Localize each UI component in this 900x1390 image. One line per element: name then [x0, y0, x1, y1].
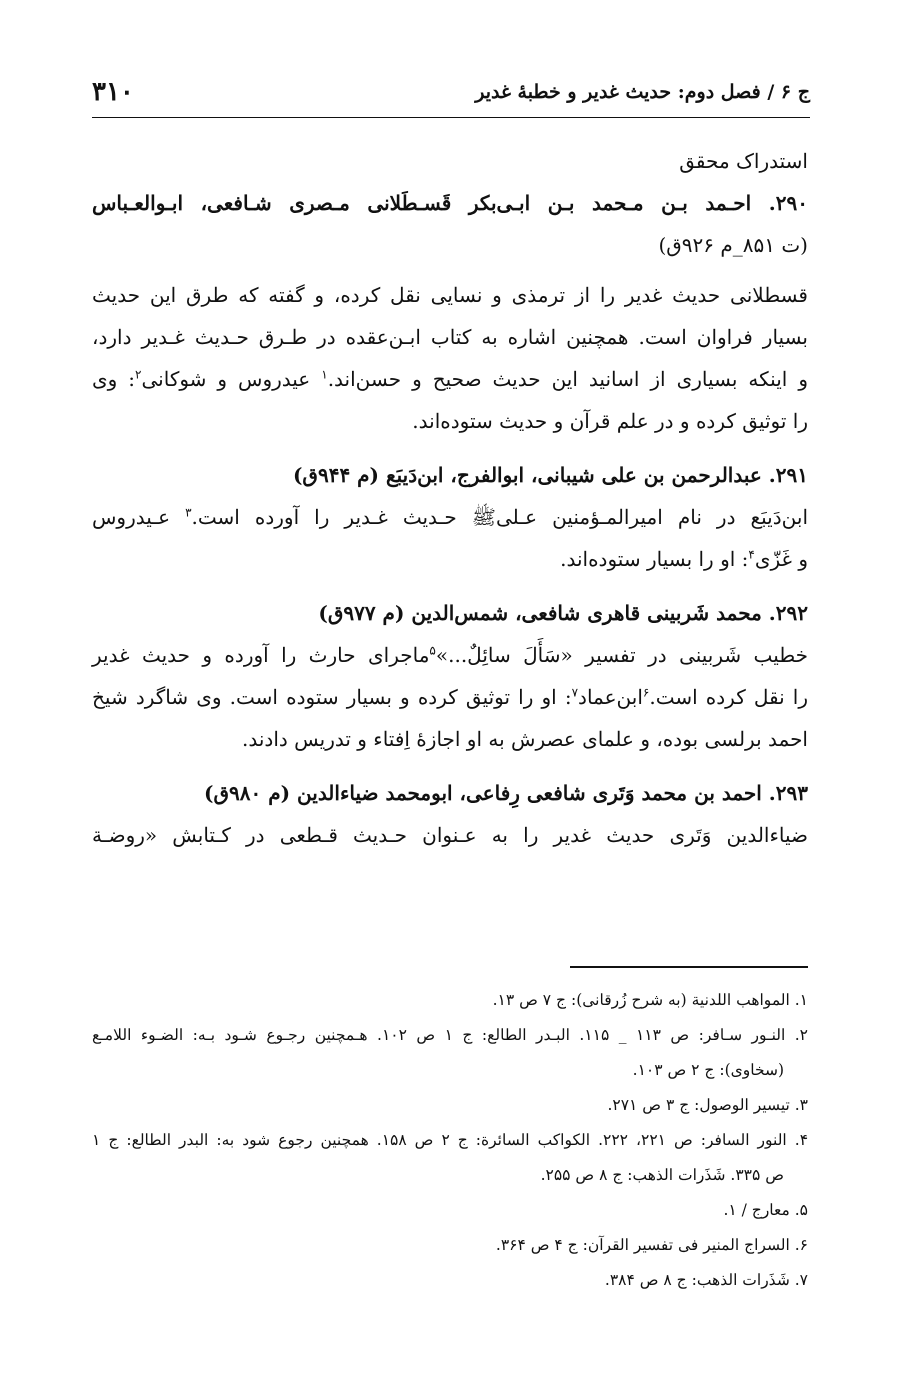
footnote-separator: [570, 966, 808, 968]
text-run: ماجرای حارث را آورده و حدیث غدیر: [92, 643, 430, 667]
text-run: : وی: [92, 367, 136, 391]
page-number: ۳۱۰: [92, 77, 134, 107]
footnotes: [92, 983, 808, 1298]
running-title: ج ۶ / فصل دوم: حدیث غدیر و خطبهٔ غدیر: [475, 81, 810, 103]
entry-text-line: را توثیق کرده و در علم قرآن و حدیث ستوده‌اند.: [412, 409, 808, 433]
footnote-ref[interactable]: ۱: [321, 367, 328, 382]
footnote-4: [92, 1123, 808, 1193]
entry-text-line: [92, 634, 808, 676]
entry-text-line: [92, 358, 808, 400]
section-label: استدراک محقق: [679, 149, 808, 173]
footnote-7: [92, 1263, 808, 1298]
entry-heading-dates: (ت ۸۵۱_م ۹۲۶ق): [658, 233, 808, 257]
entry-text-line: [92, 676, 808, 718]
footnote-text: ۵. معارج / ۱.: [723, 1201, 808, 1219]
footnote-2: [92, 1018, 808, 1088]
text-run: و غَزّی: [754, 547, 808, 571]
entry-290: [92, 182, 808, 442]
entry-text-line: بسیار فراوان است. همچنین اشاره به کتاب ابـن‌عقده در طـرق حـدیث غـدیر دارد،: [92, 325, 808, 349]
footnote-1: [92, 983, 808, 1018]
entry-292: [92, 592, 808, 760]
footnote-text: ۱. المواهب اللدنیة (به شرح زُرقانی): ج ۷ ص ۱۳.: [492, 991, 808, 1009]
footnote-text-cont: ص ۳۳۵. شَذَرات الذهب: ج ۸ ص ۲۵۵.: [540, 1166, 784, 1184]
footnote-ref[interactable]: ۵: [429, 643, 436, 658]
entry-text-line: قسطلانی حدیث غدیر را از ترمذی و نسایی نقل کرده، و گفته که طرق این حدیث: [92, 283, 808, 307]
footnote-ref[interactable]: ۲: [135, 367, 142, 382]
page-header: [92, 72, 810, 112]
text-run: خطیب شَربینی در تفسیر «سَأَلَ سائِلٌ...»: [435, 643, 808, 667]
entry-text-line: احمد برلسی بوده، و علمای عصرش به او اجازهٔ اِفتاء و تدریس دادند.: [241, 727, 808, 751]
footnote-5: [92, 1193, 808, 1228]
footnote-text: ۴. النور السافر: ص ۲۲۱، ۲۲۲. الکواکب السائرة: ج ۲ ص ۱۵۸. همچنین رجوع شود به: البدر الطالع: ج ۱: [92, 1131, 809, 1149]
entry-text-line: ضیاءالدین وَتَری حدیث غدیر را به عـنوان حـدیث قـطعی در کـتابش «روضـة: [92, 823, 808, 847]
text-run: عـیدروس: [92, 505, 186, 529]
footnote-ref[interactable]: ۶: [642, 685, 650, 700]
entry-heading: ۲۹۱. عبدالرحمن بن علی شیبانی، ابوالفرج، ابن‌دَیبَع (م ۹۴۴ق): [292, 463, 808, 487]
footnote-text-cont: (سخاوی): ج ۲ ص ۱۰۳.: [632, 1061, 784, 1079]
footnote-ref[interactable]: ۴: [748, 547, 755, 562]
text-run: : او را بسیار ستوده‌اند.: [560, 547, 749, 571]
text-run: و اینکه بسیاری از اسانید این حدیث صحیح و حسن‌اند.: [327, 367, 808, 391]
footnote-text: ۲. النـور سـافر: ص ۱۱۳ _ ۱۱۵. البـدر الطالع: ج ۱ ص ۱۰۲. هـمچنین رجـوع شـود بـه: الضـوء اللامـع: [92, 1026, 808, 1044]
text-run: : او را توثیق کرده و بسیار ستوده است. وی شاگرد شیخ: [92, 685, 572, 709]
footnote-ref[interactable]: ۳: [185, 505, 192, 520]
entry-293: [92, 772, 808, 856]
entry-text-line: [92, 496, 808, 538]
main-text: [92, 140, 808, 856]
entry-291: [92, 454, 808, 580]
text-run: ابن‌عماد: [578, 685, 643, 709]
entry-heading: ۲۹۳. احمد بن محمد وَتَری شافعی رِفاعی، ابومحمد ضیاءالدین (م ۹۸۰ق): [204, 781, 808, 805]
footnote-text: ۶. السراج المنیر فی تفسیر القرآن: ج ۴ ص ۳۶۴.: [495, 1236, 808, 1254]
footnote-ref[interactable]: ۷: [571, 685, 579, 700]
footnote-6: [92, 1228, 808, 1263]
entry-heading: ۲۹۰. احـمد بـن مـحمد بـن ابـی‌بکر قَسـطَلانی مـصری شـافعی، ابـوالعـباس: [92, 191, 808, 215]
text-run: عیدروس و شوکانی: [141, 367, 322, 391]
text-run: را نقل کرده است.: [649, 685, 808, 709]
entry-heading: ۲۹۲. محمد شَربینی قاهری شافعی، شمس‌الدین (م ۹۷۷ق): [318, 601, 808, 625]
header-rule: [92, 117, 810, 118]
footnote-text: ۷. شَذَرات الذهب: ج ۸ ص ۳۸۴.: [604, 1271, 808, 1289]
footnote-text: ۳. تیسیر الوصول: ج ۳ ص ۲۷۱.: [607, 1096, 808, 1114]
text-run: ابن‌دَیبَع در نام امیرالمـؤمنین عـلی‌ﷺ حـدیث غـدیر را آورده است.: [191, 505, 808, 529]
footnote-3: [92, 1088, 808, 1123]
entry-text-line: [92, 538, 808, 580]
